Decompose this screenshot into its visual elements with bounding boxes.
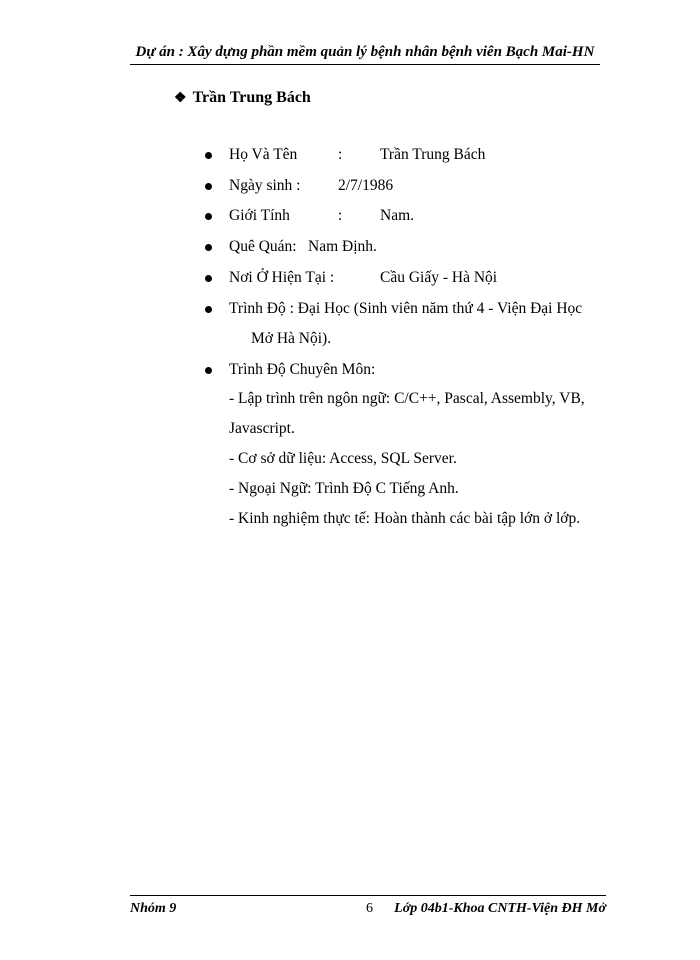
bullet-icon [205, 367, 212, 374]
page-footer [130, 895, 606, 916]
skill-programming-line-2: Javascript. [229, 420, 295, 437]
skill-programming-line-1: - Lập trình trên ngôn ngữ: C/C++, Pascal, Assembly, VB, [229, 390, 585, 407]
bullet-icon [205, 183, 212, 190]
education-line-1: Trình Độ : Đại Học (Sinh viên năm thứ 4 - Viện Đại Học [229, 300, 583, 317]
skill-database-text: - Cơ sở dữ liệu: Access, SQL Server. [229, 450, 457, 467]
address-label: Nơi Ở Hiện Tại : [229, 269, 335, 286]
footer-class-info: Lớp 04b1-Khoa CNTH-Viện ĐH Mở [394, 901, 606, 916]
address-value: Cầu Giấy - Hà Nội [380, 269, 498, 286]
dob-value: 2/7/1986 [338, 177, 394, 194]
education-line-2: Mở Hà Nội). [251, 330, 332, 347]
skill-experience-text: - Kinh nghiệm thực tế: Hoàn thành các bài tập lớn ở lớp. [229, 510, 581, 527]
skills-heading: Trình Độ Chuyên Môn: [229, 361, 376, 378]
gender-value: Nam. [380, 207, 415, 224]
name-value: Trần Trung Bách [380, 146, 486, 163]
bullet-icon [205, 213, 212, 220]
dob-label: Ngày sinh : [229, 177, 301, 194]
bullet-icon [205, 244, 212, 251]
footer-page-number: 6 [366, 901, 373, 916]
footer-group: Nhóm 9 [130, 901, 177, 916]
gender-colon: : [338, 207, 343, 224]
hometown-value: Nam Định. [308, 238, 377, 255]
name-colon: : [338, 146, 343, 163]
hometown-label: Quê Quán: [229, 238, 297, 255]
section-heading [174, 89, 311, 107]
bullet-icon [205, 152, 212, 159]
gender-label: Giới Tính [229, 207, 290, 224]
bullet-icon [205, 275, 212, 282]
name-label: Họ Và Tên [229, 146, 298, 163]
bullet-icon [205, 306, 212, 313]
skill-language-text: - Ngoại Ngữ: Trình Độ C Tiếng Anh. [229, 480, 459, 497]
section-title-text: Trần Trung Bách [192, 89, 311, 106]
page-header: Dự án : Xây dựng phần mềm quản lý bệnh nhân bệnh viên Bạch Mai-HN [130, 44, 600, 65]
diamond-bullet-icon: ❖ [174, 91, 187, 106]
